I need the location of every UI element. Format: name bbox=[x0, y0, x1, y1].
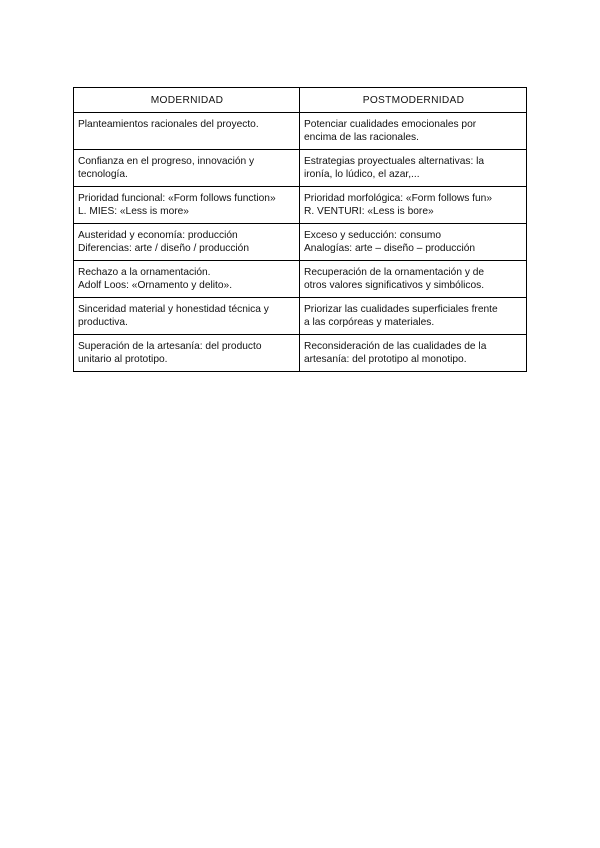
cell-line: unitario al prototipo. bbox=[78, 354, 168, 365]
postmodern-cell bbox=[300, 187, 527, 224]
cell-line: Austeridad y economía: producción bbox=[78, 230, 238, 241]
modernity-postmodernity-table bbox=[73, 87, 527, 372]
header-modernidad: MODERNIDAD bbox=[74, 88, 300, 113]
cell-line: L. MIES: «Less is more» bbox=[78, 206, 189, 217]
cell-line: Sinceridad material y honestidad técnica y bbox=[78, 304, 269, 315]
postmodern-cell bbox=[300, 113, 527, 150]
cell-line: artesanía: del prototipo al monotipo. bbox=[304, 354, 467, 365]
cell-line: ironía, lo lúdico, el azar,... bbox=[304, 169, 420, 180]
table-row bbox=[74, 187, 527, 224]
cell-line: Recuperación de la ornamentación y de bbox=[304, 267, 485, 278]
cell-line: Adolf Loos: «Ornamento y delito». bbox=[78, 280, 233, 291]
cell-line: Priorizar las cualidades superficiales frente bbox=[304, 304, 498, 315]
cell-line: Estrategias proyectuales alternativas: la bbox=[304, 156, 485, 167]
modern-cell bbox=[74, 335, 300, 372]
cell-line: Prioridad funcional: «Form follows function» bbox=[78, 193, 276, 204]
modern-cell bbox=[74, 113, 300, 150]
modern-cell bbox=[74, 150, 300, 187]
table-row bbox=[74, 261, 527, 298]
cell-line: Rechazo a la ornamentación. bbox=[78, 267, 211, 278]
cell-line: Reconsideración de las cualidades de la bbox=[304, 341, 487, 352]
cell-line: Diferencias: arte / diseño / producción bbox=[78, 243, 250, 254]
cell-line: a las corpóreas y materiales. bbox=[304, 317, 435, 328]
postmodern-cell bbox=[300, 224, 527, 261]
cell-line: R. VENTURI: «Less is bore» bbox=[304, 206, 434, 217]
cell-line: Superación de la artesanía: del producto bbox=[78, 341, 262, 352]
modern-cell bbox=[74, 224, 300, 261]
cell-line: Prioridad morfológica: «Form follows fun» bbox=[304, 193, 492, 204]
table-row bbox=[74, 335, 527, 372]
table-row bbox=[74, 224, 527, 261]
cell-line: Analogías: arte – diseño – producción bbox=[304, 243, 476, 254]
table-row bbox=[74, 150, 527, 187]
modern-cell bbox=[74, 261, 300, 298]
cell-line: otros valores significativos y simbólicos. bbox=[304, 280, 485, 291]
cell-line: Exceso y seducción: consumo bbox=[304, 230, 442, 241]
cell-line: encima de las racionales. bbox=[304, 132, 419, 143]
cell-line: Confianza en el progreso, innovación y bbox=[78, 156, 255, 167]
table-row bbox=[74, 298, 527, 335]
cell-line: tecnología. bbox=[78, 169, 128, 180]
table-row bbox=[74, 113, 527, 150]
postmodern-cell bbox=[300, 261, 527, 298]
modern-cell bbox=[74, 298, 300, 335]
cell-line: Planteamientos racionales del proyecto. bbox=[78, 119, 259, 130]
header-postmodernidad: POSTMODERNIDAD bbox=[300, 88, 527, 113]
cell-line: Potenciar cualidades emocionales por bbox=[304, 119, 477, 130]
modern-cell bbox=[74, 187, 300, 224]
cell-line: productiva. bbox=[78, 317, 128, 328]
table-header-row bbox=[74, 88, 527, 113]
postmodern-cell bbox=[300, 298, 527, 335]
postmodern-cell bbox=[300, 150, 527, 187]
postmodern-cell bbox=[300, 335, 527, 372]
